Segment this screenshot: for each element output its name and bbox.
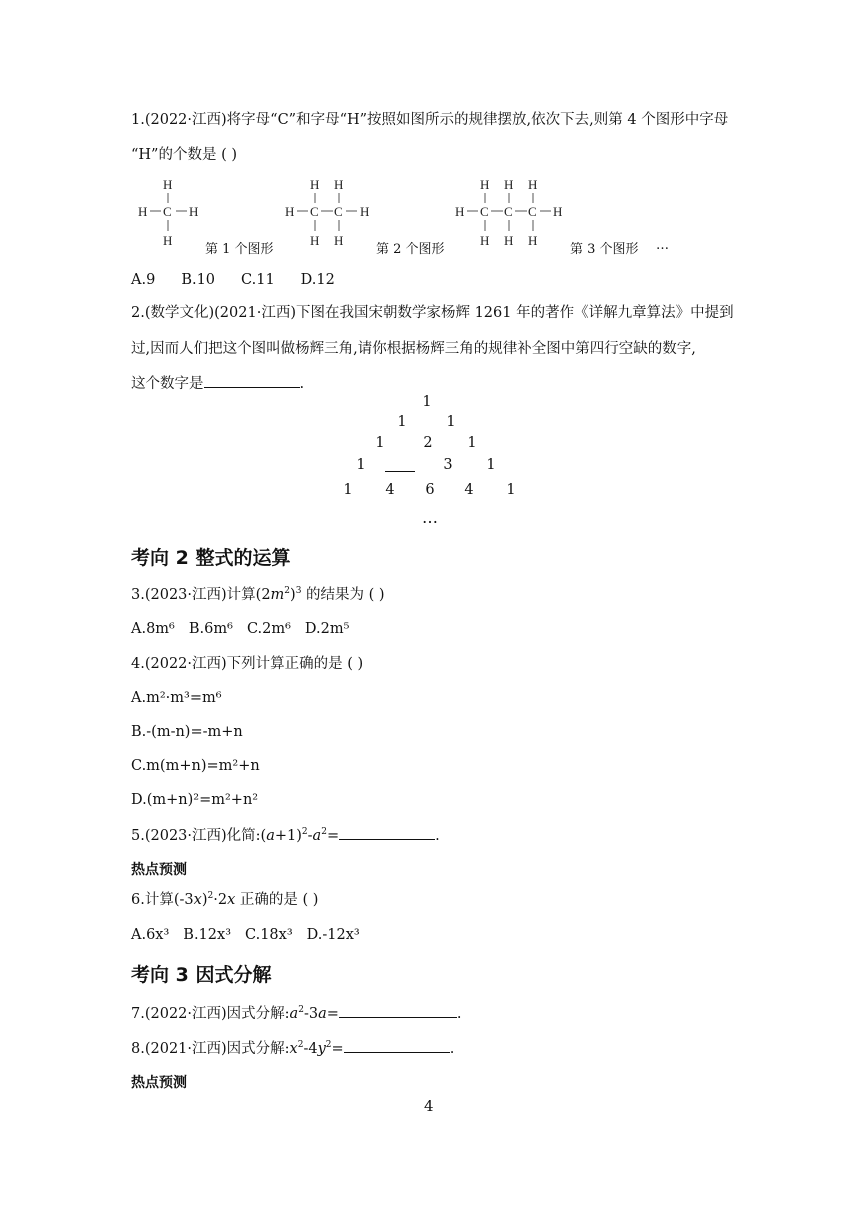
q4-stem: 4.(2022·江西)下列计算正确的是 ( ) (131, 656, 364, 672)
q6-option-b: B.12x³ (183, 927, 232, 943)
svg-text:H: H (310, 233, 320, 248)
triangle-r3-c3: 1 (467, 435, 477, 451)
triangle-r5-c1: 1 (343, 482, 353, 498)
svg-text:H: H (528, 177, 538, 192)
svg-text:H: H (334, 233, 344, 248)
q1-option-d: D.12 (300, 272, 335, 288)
svg-text:H: H (163, 233, 173, 248)
page-number: 4 (424, 1097, 434, 1115)
q2-line3-suffix: . (299, 376, 305, 392)
q6-option-d: D.-12x³ (306, 927, 360, 943)
q5-answer-blank[interactable] (339, 825, 435, 840)
q7-suffix: . (456, 1006, 462, 1022)
svg-text:H: H (285, 204, 295, 219)
svg-text:H: H (189, 204, 199, 219)
triangle-r5-c4: 4 (464, 482, 474, 498)
section-heading-3: 考向 3 因式分解 (131, 964, 272, 986)
triangle-r1-c1: 1 (422, 394, 432, 410)
triangle-r2-c2: 1 (446, 414, 456, 430)
section-heading-2: 考向 2 整式的运算 (131, 547, 291, 569)
svg-text:H: H (334, 177, 344, 192)
q6-option-a: A.6x³ (131, 927, 170, 943)
svg-text:C: C (528, 204, 537, 219)
q3-prefix: 3.(2023·江西)计算(2 (131, 587, 271, 603)
q2-answer-blank[interactable] (204, 373, 300, 388)
svg-text:H: H (504, 177, 514, 192)
triangle-r2-c1: 1 (397, 414, 407, 430)
svg-text:H: H (553, 204, 563, 219)
hot-prediction-heading-1: 热点预测 (131, 862, 187, 878)
q6-options (131, 925, 374, 945)
svg-text:H: H (138, 204, 148, 219)
q6-prefix: 6.计算(-3 (131, 892, 194, 908)
svg-text:C: C (163, 204, 172, 219)
svg-text:H: H (504, 233, 514, 248)
q6-stem: 6.计算$(-3x)^2\cdot 2x$ 正确的是 ( ) (131, 891, 319, 908)
q7-answer-blank[interactable] (339, 1003, 457, 1018)
triangle-r5-c2: 4 (385, 482, 395, 498)
q8-stem: 8.(2021·江西)因式分解$:x^2-4y^2=$ . (131, 1040, 455, 1057)
triangle-dots: … (422, 508, 438, 527)
q1-option-a: A.9 (131, 272, 156, 288)
q1-text-line1: 1.(2022·江西)将字母“C”和字母“H”按照如图所示的规律摆放,依次下去,则第 4 个图形中字母 (131, 112, 729, 128)
svg-text:H: H (480, 177, 490, 192)
q6-suffix: 正确的是 ( ) (235, 892, 319, 908)
svg-text:C: C (334, 204, 343, 219)
q1-options (131, 270, 361, 290)
molecule-figure-1 (136, 176, 206, 252)
q3-option-c: C.2m⁶ (246, 621, 291, 637)
q2-text-line1: 2.(数学文化)(2021·江西)下图在我国宋朝数学家杨辉 1261 年的著作《详解九章算法》中提到 (131, 305, 734, 321)
q8-answer-blank[interactable] (344, 1038, 450, 1053)
triangle-r3-c1: 1 (375, 435, 385, 451)
svg-text:H: H (163, 177, 173, 192)
q3-option-d: D.2m⁵ (304, 621, 350, 637)
molecule-figure-3 (453, 176, 573, 252)
svg-text:H: H (480, 233, 490, 248)
q5-suffix: . (435, 828, 440, 844)
q2-line3-prefix: 这个数字是 (131, 376, 204, 392)
q8-prefix: 8.(2021·江西)因式分解: (131, 1041, 290, 1057)
svg-text:H: H (360, 204, 370, 219)
triangle-r5-c5: 1 (506, 482, 516, 498)
q1-option-b: B.10 (181, 272, 216, 288)
q6-option-c: C.18x³ (245, 927, 293, 943)
triangle-r4-c3: 3 (443, 457, 453, 473)
q4-option-b: B.-(m-n)=-m+n (131, 724, 243, 740)
q3-option-a: A.8m⁶ (131, 621, 175, 637)
q1-option-c: C.11 (241, 272, 275, 288)
triangle-r4-blank[interactable] (385, 455, 415, 472)
svg-text:H: H (310, 177, 320, 192)
q3-suffix: 的结果为 ( ) (301, 587, 385, 603)
triangle-r3-c2: 2 (423, 435, 433, 451)
q1-figure-caption-2: 第 2 个图形 (376, 242, 445, 257)
hot-prediction-heading-2: 热点预测 (131, 1075, 187, 1091)
svg-text:H: H (455, 204, 465, 219)
q7-prefix: 7.(2022·江西)因式分解: (131, 1006, 290, 1022)
q1-figure-ellipsis: … (656, 238, 669, 253)
svg-text:C: C (504, 204, 513, 219)
q4-option-d: D.(m+n)²=m²+n² (131, 792, 259, 808)
q2-text-line3 (131, 373, 304, 394)
q7-stem: 7.(2022·江西)因式分解$:a^2-3a=$ . (131, 1005, 462, 1022)
svg-text:H: H (528, 233, 538, 248)
q3-option-b: B.6m⁶ (188, 621, 233, 637)
q3-stem: 3.(2023·江西)计算$(2m^2)^3$ 的结果为 ( ) (131, 586, 385, 603)
q1-text-line2: “H”的个数是 ( ) (131, 147, 238, 163)
svg-text:C: C (310, 204, 319, 219)
svg-text:C: C (480, 204, 489, 219)
q1-figure-caption-3: 第 3 个图形 (570, 242, 639, 257)
q1-figure-caption-1: 第 1 个图形 (205, 242, 274, 257)
molecule-figure-2 (283, 176, 383, 252)
triangle-r4-c1: 1 (356, 457, 366, 473)
triangle-r4-c4: 1 (486, 457, 496, 473)
q2-text-line2: 过,因而人们把这个图叫做杨辉三角,请你根据杨辉三角的规律补全图中第四行空缺的数字, (131, 341, 696, 357)
triangle-r5-c3: 6 (425, 482, 435, 498)
q4-option-a: A.m²·m³=m⁶ (131, 690, 222, 706)
q5-prefix: 5.(2023·江西)化简:( (131, 828, 267, 844)
q4-option-c: C.m(m+n)=m²+n (131, 758, 260, 774)
q8-suffix: . (449, 1041, 455, 1057)
q3-options (131, 619, 363, 639)
q5-stem: 5.(2023·江西)化简$:(a+1)^2-a^2=$ . (131, 827, 440, 844)
